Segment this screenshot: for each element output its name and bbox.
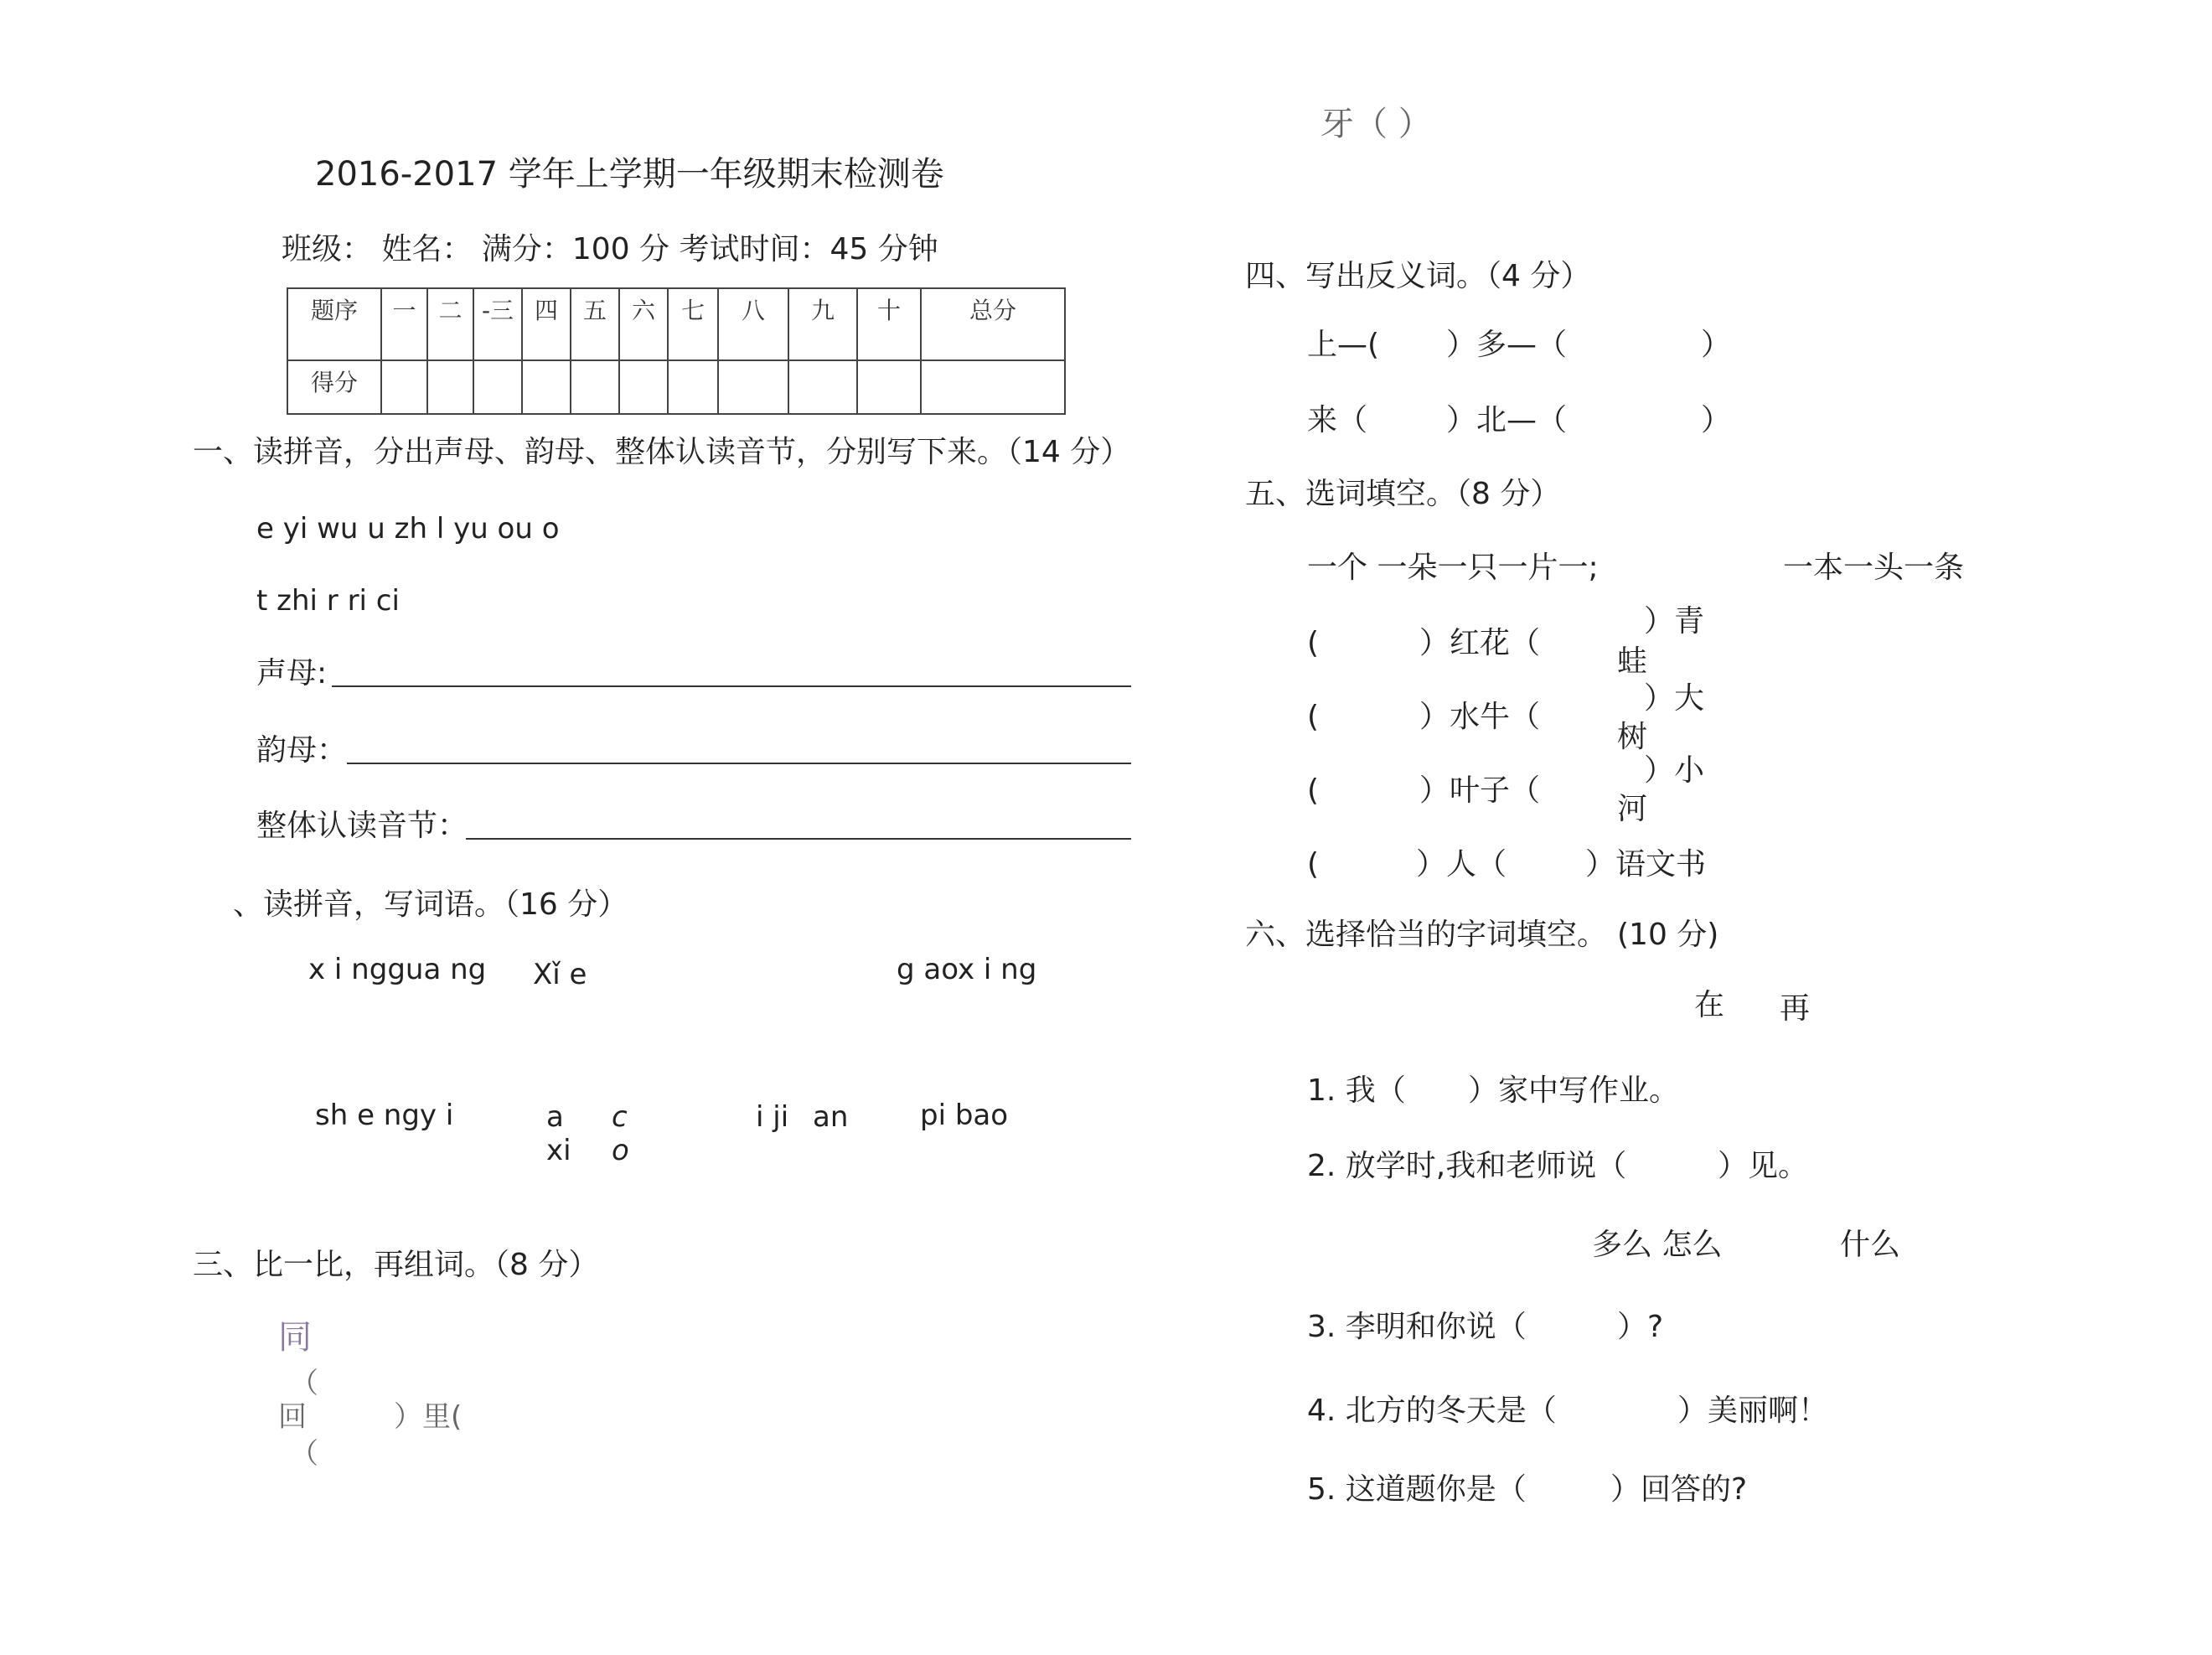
table-header-cell: 九 (788, 288, 857, 360)
table-header-cell: 十 (857, 288, 921, 360)
q4-item: ） (1701, 403, 1732, 437)
table-header-cell: 一 (381, 288, 427, 360)
yunmu-label: 韵母： (256, 733, 348, 768)
score-table (287, 287, 1066, 415)
q4-item: ）北—（ (1446, 403, 1568, 437)
score-cell[interactable] (619, 360, 668, 414)
q2-pinyin: sh e ngy i (315, 1099, 454, 1132)
q6-sentence: ）? (1617, 1310, 1664, 1344)
score-cell[interactable] (473, 360, 522, 414)
q5-item: ）水牛（ (1419, 700, 1541, 734)
q5-paren: ( (1307, 847, 1320, 882)
exam-info: 班级： 姓名： 满分：100 分 考试时间：45 分钟 (282, 232, 938, 266)
q5-word-bank: 一本一头一条 (1783, 551, 1965, 585)
q2-pinyin: c (612, 1100, 628, 1134)
score-cell[interactable] (571, 360, 619, 414)
q6-sentence: 2. 放学时,我和老师说（ (1307, 1149, 1627, 1183)
q1-title: 一、读拼音，分出声母、韵母、整体认读音节，分别写下来。（14 分） (193, 435, 1131, 469)
shengmu-label: 声母: (256, 656, 328, 690)
q5-item: 树 (1617, 720, 1648, 754)
table-header-cell: 总分 (921, 288, 1065, 360)
q5-title: 五、选词填空。（8 分） (1245, 477, 1561, 511)
q4-item: 来（ (1307, 403, 1368, 437)
q3-paren: （ (290, 1367, 318, 1400)
table-header-cell: 八 (718, 288, 788, 360)
q6-option: 什么 (1840, 1228, 1901, 1262)
q2-pinyin: xi (546, 1134, 571, 1167)
q4-title: 四、写出反义词。（4 分） (1245, 259, 1591, 293)
q5-item: ）小 (1644, 753, 1705, 788)
q2-pinyin: pi bao (920, 1099, 1009, 1132)
q2-pinyin: a (546, 1100, 564, 1134)
q6-option: 再 (1780, 991, 1811, 1026)
q5-paren: ( (1307, 700, 1320, 734)
table-header-cell: 五 (571, 288, 619, 360)
table-header-cell: 四 (522, 288, 571, 360)
q6-sentence: 1. 我（ (1307, 1073, 1406, 1108)
q6-title: 六、选择恰当的字词填空。 (1245, 918, 1608, 952)
table-header-cell: 题序 (287, 288, 381, 360)
q1-pinyin-line1: e yi wu u zh l yu ou o (256, 512, 560, 546)
q5-item: ）红花（ (1419, 626, 1541, 660)
q5-item: 蛙 (1617, 644, 1648, 679)
q5-paren: ( (1307, 626, 1320, 660)
score-cell[interactable] (522, 360, 571, 414)
table-header-cell: 二 (427, 288, 473, 360)
score-cell[interactable] (857, 360, 921, 414)
q3-char: 回 (278, 1400, 307, 1434)
score-cell[interactable] (718, 360, 788, 414)
q6-sentence: ）见。 (1718, 1149, 1809, 1183)
q6-sentence: ）家中写作业。 (1468, 1073, 1680, 1108)
q6-sentence: 4. 北方的冬天是（ (1307, 1394, 1557, 1428)
q6-sentence: 5. 这道题你是（ (1307, 1472, 1527, 1507)
q1-pinyin-line2: t zhi r ri ci (256, 584, 400, 618)
q6-score: (10 分) (1617, 918, 1719, 952)
q2-pinyin: i ji (756, 1100, 789, 1134)
q2-pinyin: Xǐ e (533, 958, 587, 991)
table-header-cell: -三 (473, 288, 522, 360)
top-fragment: 牙（ ） (1320, 105, 1432, 143)
q2-pinyin: g aox i ng (897, 953, 1037, 986)
q6-option: 多么 怎么 (1592, 1228, 1723, 1262)
q2-pinyin: an (813, 1100, 849, 1134)
q5-item: ）语文书 (1585, 847, 1707, 882)
q5-word-bank: 一个 一朵一只一片一; (1307, 551, 1599, 585)
score-row-label: 得分 (287, 360, 381, 414)
q6-sentence: ）美丽啊！ (1677, 1394, 1829, 1428)
q3-paren: （ (290, 1437, 318, 1471)
q4-item: 上—( (1307, 328, 1380, 362)
page-title: 2016-2017 学年上学期一年级期末检测卷 (315, 155, 944, 194)
zhengti-answer-line[interactable] (466, 838, 1131, 840)
zhengti-label: 整体认读音节： (256, 809, 468, 843)
q5-item: ）青 (1644, 604, 1705, 639)
q4-item: ）多—（ (1446, 328, 1568, 362)
q2-pinyin: o (612, 1134, 629, 1167)
table-header-cell: 七 (668, 288, 718, 360)
score-cell[interactable] (427, 360, 473, 414)
shengmu-answer-line[interactable] (332, 685, 1131, 687)
yunmu-answer-line[interactable] (347, 763, 1131, 764)
table-header-cell: 六 (619, 288, 668, 360)
q6-sentence: ）回答的? (1610, 1472, 1748, 1507)
q5-paren: ( (1307, 773, 1320, 808)
score-cell[interactable] (381, 360, 427, 414)
q5-item: ）人（ (1416, 847, 1507, 882)
score-cell[interactable] (921, 360, 1065, 414)
q6-sentence: 3. 李明和你说（ (1307, 1310, 1527, 1344)
q5-item: ）叶子（ (1419, 773, 1541, 808)
q6-option: 在 (1694, 988, 1725, 1022)
score-cell[interactable] (788, 360, 857, 414)
q2-title: 、读拼音，写词语。（16 分） (233, 887, 628, 922)
q4-item: ） (1701, 328, 1732, 362)
q3-title: 三、比一比，再组词。（8 分） (193, 1248, 599, 1282)
q3-char: 同 (278, 1318, 312, 1357)
score-cell[interactable] (668, 360, 718, 414)
q5-item: ）大 (1644, 681, 1705, 716)
q5-item: 河 (1617, 792, 1648, 826)
q3-text: ）里( (394, 1400, 463, 1434)
q2-pinyin: x i nggua ng (308, 953, 487, 986)
